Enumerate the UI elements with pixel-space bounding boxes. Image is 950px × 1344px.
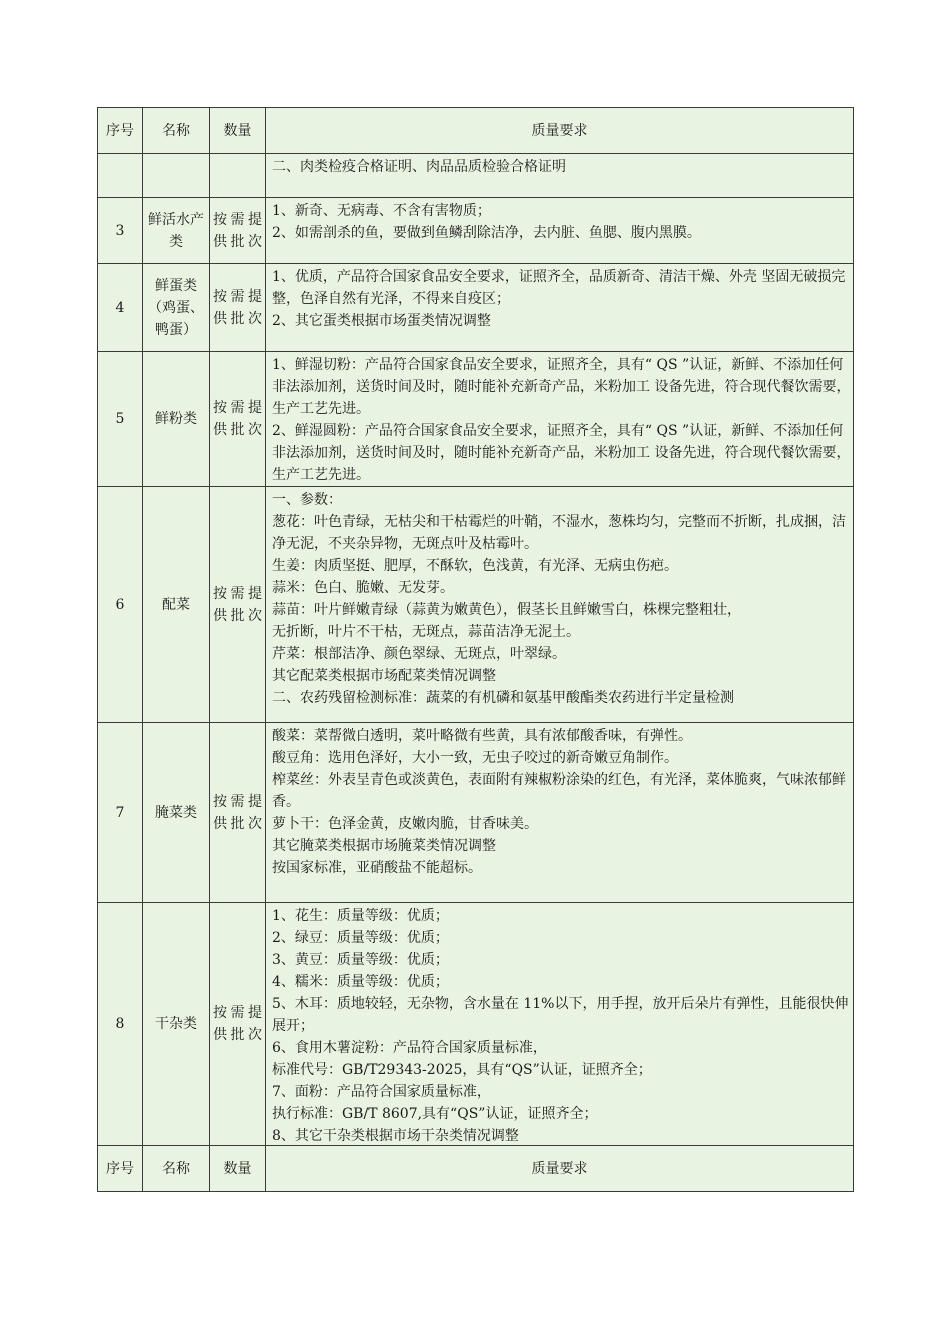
row-quality-requirement <box>266 487 854 723</box>
requirement-line: 5、木耳：质地较轻，无杂物，含水量在 11%以下，用手捏，放开后朵片有弹性，且能很快伸展开； <box>272 996 849 1034</box>
requirement-line: 酸菜：菜帮微白透明，菜叶略微有些黄，具有浓郁酸香味，有弹性。 <box>272 728 692 744</box>
requirement-line: 二、农药残留检测标准：蔬菜的有机磷和氨基甲酸酯类农药进行半定量检测 <box>272 690 734 706</box>
requirement-line: 其它配菜类根据市场配菜类情况调整 <box>272 668 496 684</box>
requirement-lines <box>272 200 851 244</box>
row-quantity: 按需提供批次 <box>210 723 266 903</box>
header-quality-requirement: 质量要求 <box>266 1146 854 1192</box>
row-quality-requirement <box>266 352 854 487</box>
requirement-line: 萝卜干：色泽金黄，皮嫩肉脆，甘香味美。 <box>272 816 538 832</box>
requirement-lines <box>272 489 851 709</box>
requirement-lines <box>272 905 851 1143</box>
row-quantity: 按需提供批次 <box>210 903 266 1146</box>
requirement-line: 一、参数： <box>272 492 342 508</box>
table-row <box>98 903 854 1146</box>
table-row <box>98 352 854 487</box>
requirement-line: 执行标准：GB/T 8607,具有“QS”认证，证照齐全； <box>272 1106 598 1122</box>
header-serial-number: 序号 <box>98 108 143 154</box>
requirement-line: 生姜：肉质坚挺、肥厚，不酥软，色浅黄，有光泽、无病虫伤疤。 <box>272 558 678 574</box>
requirement-line: 酸豆角：选用色泽好，大小一致，无虫子咬过的新奇嫩豆角制作。 <box>272 750 678 766</box>
requirement-line: 标准代号：GB/T29343-2025，具有“QS”认证，证照齐全； <box>272 1062 652 1078</box>
requirement-line: 1、优质，产品符合国家食品安全要求，证照齐全，品质新奇、清洁干燥、外壳 坚固无破损完整，色泽自然有光泽，不得来自疫区； <box>272 269 846 307</box>
requirement-line: 1、新奇、无病毒、不含有害物质； <box>272 203 491 219</box>
requirement-line: 2、其它蛋类根据市场蛋类情况调整 <box>272 313 491 329</box>
row-quantity: 按需提供批次 <box>210 198 266 264</box>
requirement-line: 7、面粉：产品符合国家质量标准， <box>272 1084 491 1100</box>
row-quantity: 按需提供批次 <box>210 487 266 723</box>
row-serial-number: 6 <box>98 487 143 723</box>
requirement-line: 1、鲜湿切粉：产品符合国家食品安全要求，证照齐全，具有“ QS ”认证，新鲜、不添加任何非法添加剂，送货时间及时，随时能补充新奇产品，米粉加工 设备先进，符合现代餐饮需要，生产工艺先进。 <box>272 357 851 417</box>
row-quality-requirement <box>266 903 854 1146</box>
header-name: 名称 <box>143 108 210 154</box>
row-item-name: 配菜 <box>143 487 210 723</box>
table-row <box>98 487 854 723</box>
requirement-line: 蒜米：色白、脆嫩、无发芽。 <box>272 580 454 596</box>
requirement-line: 按国家标准，亚硝酸盐不能超标。 <box>272 860 482 876</box>
row-quality-requirement <box>266 198 854 264</box>
header-quality-requirement: 质量要求 <box>266 108 854 154</box>
table-header-row <box>98 108 854 154</box>
requirement-line: 4、糯米：质量等级：优质； <box>272 974 449 990</box>
quality-requirements-table <box>97 107 854 1192</box>
requirement-line: 6、食用木薯淀粉：产品符合国家质量标准， <box>272 1040 547 1056</box>
row-quantity <box>210 154 266 198</box>
requirement-line: 2、如需剖杀的鱼，要做到鱼鳞刮除洁净，去内脏、鱼腮、腹内黑膜。 <box>272 225 701 241</box>
requirement-line: 葱花：叶色青绿，无枯尖和干枯霉烂的叶鞘，不湿水，葱株均匀，完整而不折断，扎成捆，洁净无泥，不夹杂异物，无斑点叶及枯霉叶。 <box>272 514 846 552</box>
row-item-name <box>143 154 210 198</box>
row-item-name: 鲜粉类 <box>143 352 210 487</box>
table-row <box>98 264 854 352</box>
row-item-name: 鲜蛋类（鸡蛋、鸭蛋） <box>143 264 210 352</box>
requirement-line: 其它腌菜类根据市场腌菜类情况调整 <box>272 838 496 854</box>
table-row <box>98 198 854 264</box>
row-serial-number: 8 <box>98 903 143 1146</box>
quality-table-sheet <box>97 107 853 1192</box>
row-item-name: 鲜活水产类 <box>143 198 210 264</box>
row-serial-number: 3 <box>98 198 143 264</box>
row-item-name: 腌菜类 <box>143 723 210 903</box>
requirement-line: 2、鲜湿圆粉：产品符合国家食品安全要求，证照齐全，具有“ QS ”认证，新鲜、不添加任何非法添加剂，送货时间及时，随时能补充新奇产品，米粉加工 设备先进，符合现代餐饮需要，生产工艺先进。 <box>272 423 851 483</box>
requirement-line: 芹菜：根部洁净、颜色翠绿、无斑点，叶翠绿。 <box>272 646 566 662</box>
requirement-line: 1、花生：质量等级：优质； <box>272 908 449 924</box>
row-quality-requirement <box>266 723 854 903</box>
header-quantity: 数量 <box>210 1146 266 1192</box>
requirement-line: 蒜苗：叶片鲜嫩青绿（蒜黄为嫩黄色），假茎长且鲜嫩雪白，株棵完整粗壮， <box>272 602 741 618</box>
header-serial-number: 序号 <box>98 1146 143 1192</box>
requirement-line: 3、黄豆：质量等级：优质； <box>272 952 449 968</box>
requirement-line: 二、肉类检疫合格证明、肉品品质检验合格证明 <box>272 159 566 175</box>
requirement-lines <box>272 266 851 332</box>
row-quantity: 按需提供批次 <box>210 352 266 487</box>
row-quality-requirement <box>266 264 854 352</box>
requirement-line: 榨菜丝：外表呈青色或淡黄色，表面附有辣椒粉涂染的红色，有光泽，菜体脆爽，气味浓郁鲜香。 <box>272 772 846 810</box>
header-quantity: 数量 <box>210 108 266 154</box>
row-serial-number: 7 <box>98 723 143 903</box>
row-quantity: 按需提供批次 <box>210 264 266 352</box>
table-row <box>98 723 854 903</box>
row-item-name: 干杂类 <box>143 903 210 1146</box>
table-header-row-repeat <box>98 1146 854 1192</box>
row-serial-number <box>98 154 143 198</box>
table-row <box>98 154 854 198</box>
requirement-lines <box>272 354 851 486</box>
requirement-lines <box>272 156 851 178</box>
row-quality-requirement <box>266 154 854 198</box>
header-name: 名称 <box>143 1146 210 1192</box>
requirement-line: 8、其它干杂类根据市场干杂类情况调整 <box>272 1128 519 1143</box>
requirement-lines <box>272 725 851 879</box>
row-serial-number: 4 <box>98 264 143 352</box>
requirement-line: 无折断，叶片不干枯，无斑点，蒜苗洁净无泥土。 <box>272 624 580 640</box>
requirement-line: 2、绿豆：质量等级：优质； <box>272 930 449 946</box>
row-serial-number: 5 <box>98 352 143 487</box>
